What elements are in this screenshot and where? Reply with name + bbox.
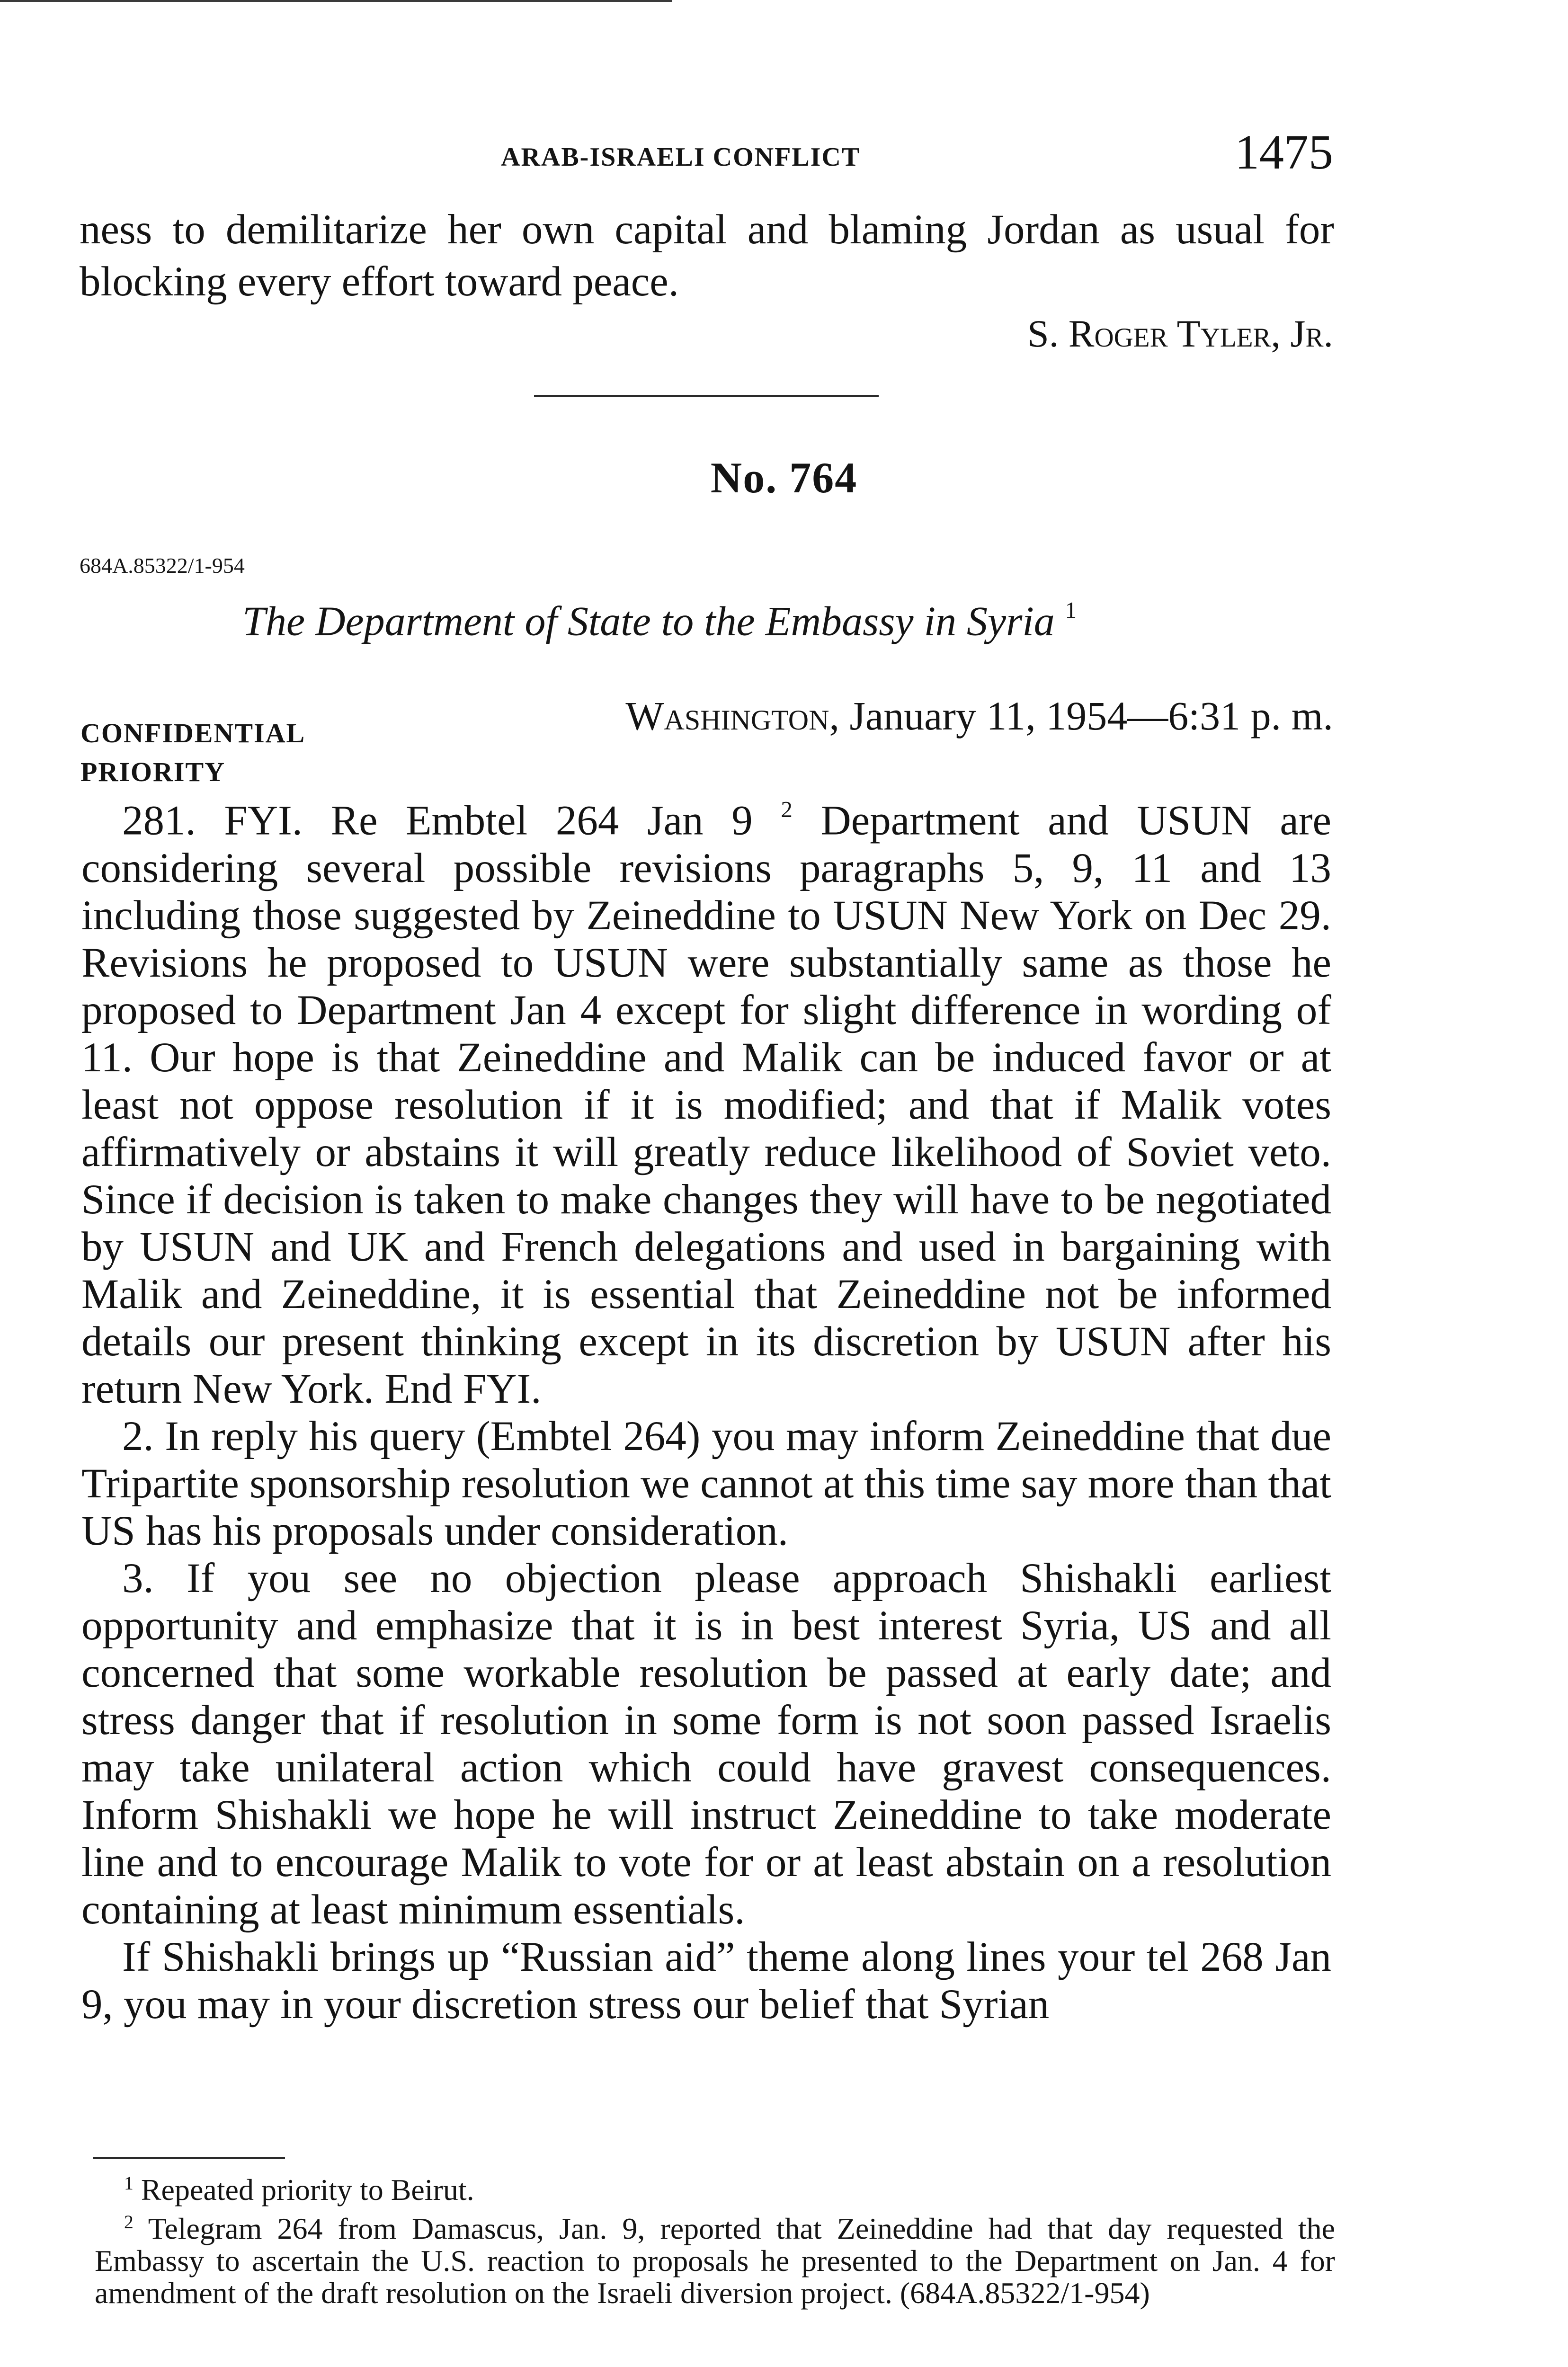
dateline xyxy=(625,692,1333,739)
footnote-number: 2 xyxy=(124,2211,134,2233)
footnotes xyxy=(95,2167,1335,2309)
footnote-text: Telegram 264 from Damascus, Jan. 9, reported that Zeineddine had that day requested the Embassy to ascertain the U.S. reaction to proposals he presented to the Department on Jan. 4 for amendment of the draft resolution on the Israeli diversion project. (684A.85322/1-954) xyxy=(95,2211,1336,2310)
footnote-marker: 1 xyxy=(1065,598,1077,623)
footnote-1 xyxy=(95,2167,1335,2206)
body-paragraph-4: If Shishakli brings up “Russian aid” theme along lines your tel 268 Jan 9, you may in your discretion stress our belief that Syrian xyxy=(81,1933,1331,2028)
footnote-text: Repeated priority to Beirut. xyxy=(141,2172,474,2207)
document-title-text: The Department of State to the Embassy in Syria xyxy=(242,598,1055,645)
dateline-date: January 11, 1954—6:31 p. m. xyxy=(849,693,1333,739)
running-head: ARAB-ISRAELI CONFLICT xyxy=(501,142,861,172)
classification-block xyxy=(80,714,305,792)
body-paragraph-3: 3. If you see no objection please approach Shishakli earliest opportunity and emphasize that it is in best interest Syria, US and all concerned that some workable resolution be passed at early date; and stress danger that if resolution in some form is not soon passed Israelis may take unilateral action which could have gravest consequences. Inform Shishakli we hope he will instruct Zeineddine to take moderate line and to encourage Malik to vote for or at least abstain on a resolution containing at least minimum essentials. xyxy=(81,1555,1331,1933)
section-divider xyxy=(534,395,879,397)
footnote-2 xyxy=(95,2206,1335,2309)
signature: S. Roger Tyler, Jr. xyxy=(1027,312,1333,355)
page-number: 1475 xyxy=(1235,125,1333,179)
paragraph-1-opening: 281. FYI. Re Embtel 264 Jan 9 xyxy=(122,797,753,844)
body-paragraph-2: 2. In reply his query (Embtel 264) you may inform Zeineddine that due Tripartite sponsorship resolution we cannot at this time say more than that US has his proposals under consideration. xyxy=(81,1413,1331,1554)
footnote-rule xyxy=(93,2157,285,2159)
continued-paragraph: ness to demilitarize her own capital and blaming Jordan as usual for blocking every effort toward peace. xyxy=(80,206,1334,305)
classification-label: CONFIDENTIAL xyxy=(80,718,306,748)
precedence-label: PRIORITY xyxy=(80,756,226,787)
footnote-marker: 2 xyxy=(781,796,793,822)
telegram-body xyxy=(81,786,1331,2028)
file-reference: 684A.85322/1-954 xyxy=(80,553,245,578)
document-number: No. 764 xyxy=(710,454,858,502)
document-title xyxy=(242,597,1077,645)
dateline-place: Washington, xyxy=(625,693,839,739)
body-paragraph-1 xyxy=(81,786,1331,1413)
paragraph-1-text: Department and USUN are considering several possible revisions paragraphs 5, 9, 11 and 13 including those suggested by Zeineddine to USUN New York on Dec 29. Revisions he proposed to USUN were substantially same as those he proposed to Department Jan 4 except for slight difference in wording of 11. Our hope is that Zeineddine and Malik can be induced favor or at least not oppose resolution if it is modified; and that if Malik votes affirmatively or abstains it will greatly reduce likelihood of Soviet veto. Since if decision is taken to make changes they will have to be negotiated by USUN and UK and French delegations and used in bargaining with Malik and Zeineddine, it is essential that Zeineddine not be informed details our present thinking except in its discretion by USUN after his return New York. End FYI. xyxy=(81,797,1332,1412)
footnote-number: 1 xyxy=(124,2173,134,2194)
top-edge-rule xyxy=(0,0,672,2)
